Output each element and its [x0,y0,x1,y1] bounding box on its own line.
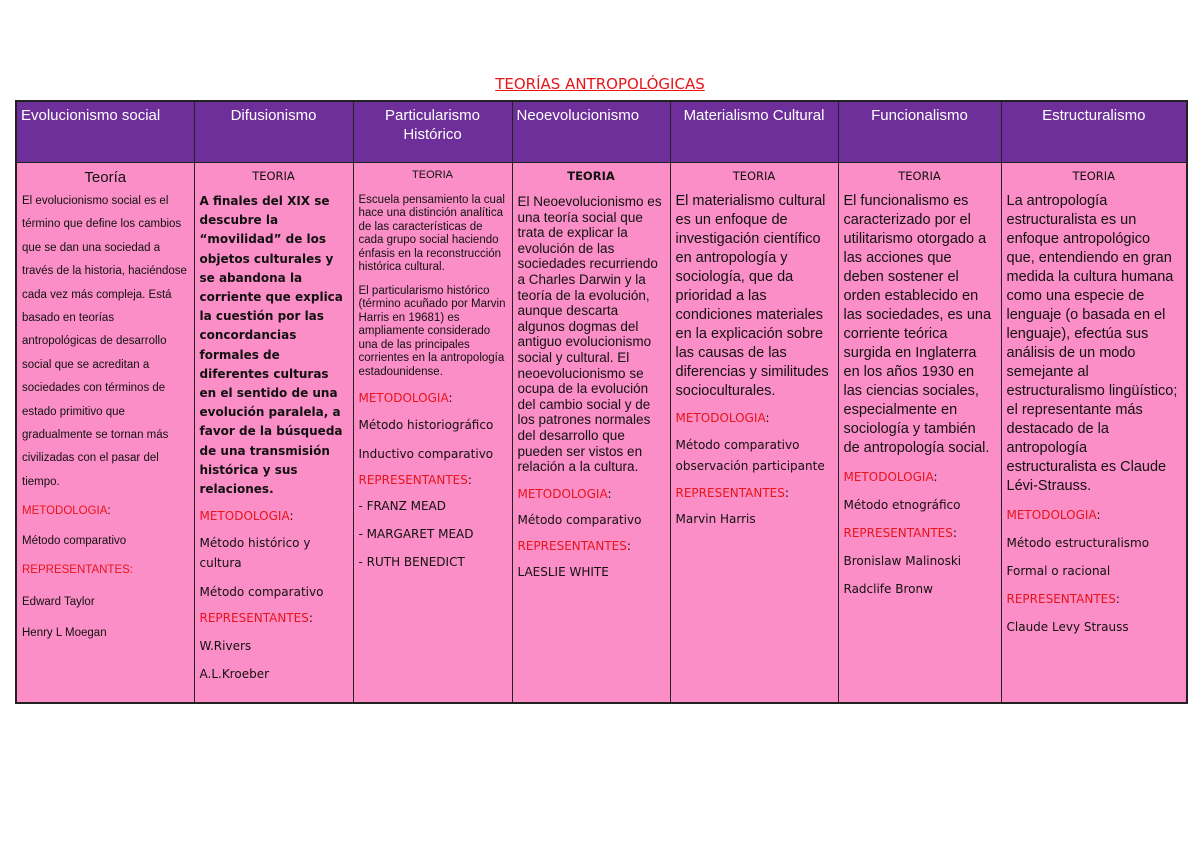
representantes-label: REPRESENTANTES: [517,538,631,553]
representantes-label: REPRESENTANTES: [843,526,957,540]
metodo-item: observación participante [675,458,825,473]
metodo-item: Formal o racional [1006,564,1111,578]
header-row [16,101,1187,163]
header-neoevolucionismo: Neoevolucionismo [512,101,670,163]
representante-item: A.L.Kroeber [199,667,270,682]
representante-item: Edward Taylor [22,595,95,608]
theory-text: El evolucionismo social es el término que define los cambios que se dan una sociedad a través de la historia, haciéndose cada vez más compleja. Está basado en teorías antropológicas de desarrollo social que se acreditan a sociedades con términos de estado primitivo que gradualmente se tornan más civilizadas con el pasar del tiempo. [22,195,187,488]
cell-difusionismo [194,163,353,704]
representante-item: Claude Levy Strauss [1006,620,1129,634]
cell-funcionalismo [838,163,1001,704]
metodologia-label: METODOLOGIA: [675,411,770,425]
teoria-heading: TEORIA [252,169,295,183]
representantes-label: REPRESENTANTES: [358,473,472,487]
theory-text: El Neoevolucionismo es una teoría social que trata de explicar la evolución de las sociedades recurriendo a Charles Darwin y la teoría de la evolución, aunque descarta algunos dogmas del antiguo evolucionismo social y cultural. El neoevolucionismo se ocupa de la evolución del cambio social y de los patrones normales del desarrollo que pueden ser vistos en relación a la cultura. [517,194,662,475]
page-title: TEORÍAS ANTROPOLÓGICAS [495,75,705,93]
theory-text: La antropología estructuralista es un enfoque antropológico que, entendiendo en gran medida la cultura humana como una especie de lenguaje (o basada en el lenguaje), efectúa sus análisis de un modo semejante al estructuralismo lingüístico; el representante más destacado de la antropología estructuralista es Claude Lévi-Strauss. [1006,193,1178,494]
header-estructuralismo: Estructuralismo [1001,101,1187,163]
theory-text-2: El particularismo histórico (término acuñado por Marvin Harris en 19681) es ampliamente considerado una de las principales corrientes en la antropología estadounidense. [358,284,506,378]
representante-item: Henry L Moegan [22,626,107,639]
cell-particularismo [353,163,512,704]
metodo-item: Método estructuralismo [1006,536,1150,550]
theory-text: El materialismo cultural es un enfoque de investigación científico en antropología y sociología, que da prioridad a las condiciones materiales en la explicación sobre las causas de las diferencias y similitudes socioculturales. [675,193,829,399]
metodo-item: Inductivo comparativo [358,447,494,461]
teoria-heading: TEORIA [732,169,776,183]
metodologia-label: METODOLOGIA: [843,470,938,484]
representantes-label: REPRESENTANTES: [22,564,133,577]
metodo-item: Método histórico y cultura [199,536,311,571]
teoria-heading: TEORIA [567,169,615,183]
teoria-heading: Teoría [84,169,127,186]
metodologia-label: METODOLOGIA: [1006,508,1101,522]
theory-text: Escuela pensamiento la cual hace una distinción analítica de las características de cada grupo social haciendo énfasis en la reconstrucción histórica cultural. [358,193,505,273]
metodo-item: Método comparativo [199,585,324,600]
theories-table [15,100,1188,704]
representantes-label: REPRESENTANTES: [199,611,313,626]
metodo-item: Método etnográfico [843,498,961,512]
representante-item: Marvin Harris [675,512,756,526]
header-difusionismo: Difusionismo [194,101,353,163]
metodo-item: Método historiográfico [358,418,494,432]
metodologia-label: METODOLOGIA: [358,391,453,405]
header-evolucionismo: Evolucionismo social [16,101,194,163]
theory-text: El funcionalismo es caracterizado por el utilitarismo otorgado a las acciones que deben sostener el orden establecido en las sociedades, es una corriente teórica surgida en Inglaterra en los años 1930 en las ciencias sociales, especialmente en sociología y también de antropología social. [843,193,992,456]
representante-item: - FRANZ MEAD [358,499,447,513]
representantes-label: REPRESENTANTES: [675,486,789,500]
metodo-item: Método comparativo [22,534,127,547]
representante-item: W.Rivers [199,639,252,654]
cell-estructuralismo [1001,163,1187,704]
cell-neoevolucionismo [512,163,670,704]
metodo-item: Método comparativo [517,512,642,527]
header-particularismo: Particularismo Histórico [353,101,512,163]
teoria-heading: TEORIA [898,169,941,183]
theory-text: A finales del XIX se descubre la “movilidad” de los objetos culturales y se abandona la corriente que explica la cuestión por las concordancias formales de diferentes culturas en el sentido de una evolución paralela, a favor de la búsqueda de una transmisión histórica y sus relaciones. [199,194,343,497]
representante-item: LAESLIE WHITE [517,564,609,579]
representantes-label: REPRESENTANTES: [1006,592,1120,606]
metodologia-label: METODOLOGIA: [22,505,111,518]
header-funcionalismo: Funcionalismo [838,101,1001,163]
teoria-heading: TEORIA [1072,169,1116,183]
metodo-item: Método comparativo [675,438,800,452]
representante-item: - RUTH BENEDICT [358,555,465,569]
representante-item: Bronislaw Malinoski [843,554,962,568]
cell-evolucionismo [16,163,194,704]
representante-item: - MARGARET MEAD [358,527,474,541]
cell-materialismo [670,163,838,704]
representante-item: Radclife Bronw [843,582,933,596]
content-row [16,163,1187,704]
teoria-heading: TEORIA [412,169,453,181]
metodologia-label: METODOLOGIA: [199,509,294,524]
metodologia-label: METODOLOGIA: [517,486,612,501]
header-materialismo: Materialismo Cultural [670,101,838,163]
